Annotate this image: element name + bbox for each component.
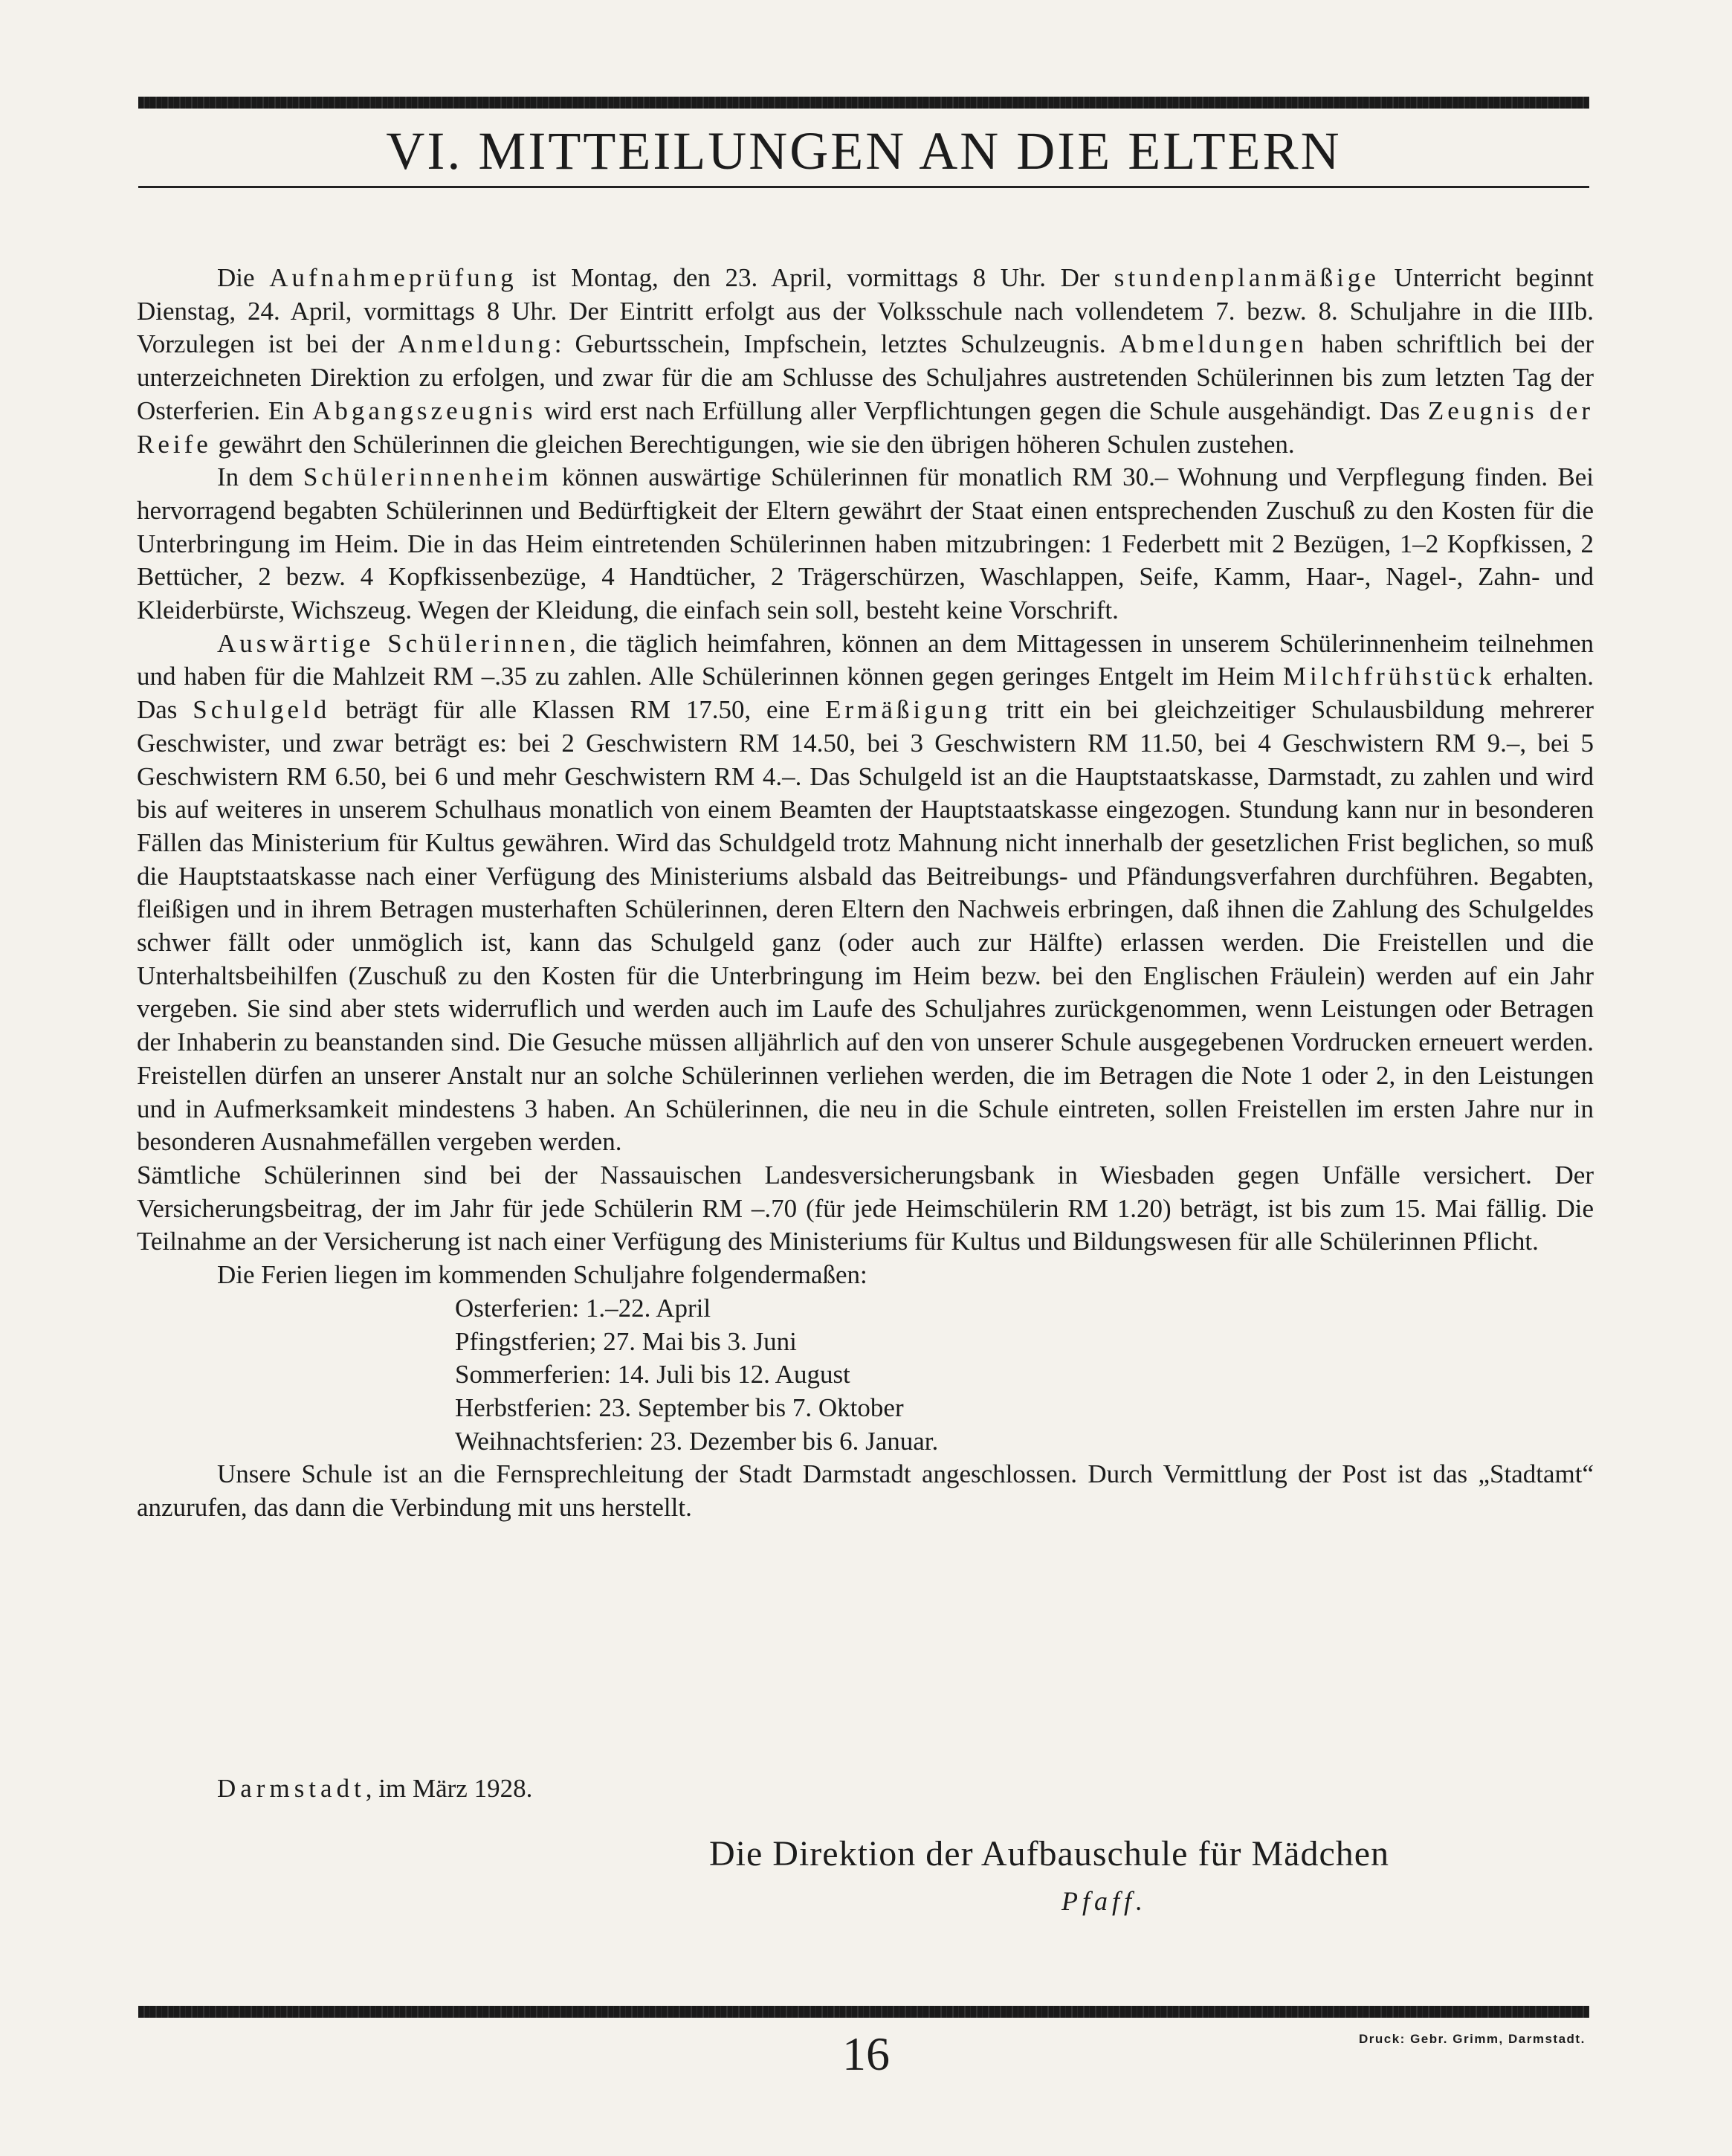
paragraph-holidays-intro: Die Ferien liegen im kommenden Schuljahre folgendermaßen: <box>217 1260 867 1290</box>
printer-imprint: Druck: Gebr. Grimm, Darmstadt. <box>1359 2032 1586 2046</box>
paragraph-admission: Die Aufnahmeprüfung ist Montag, den 23. April, vormittags 8 Uhr. Der stundenplanmäßige Unterricht beginnt Dienstag, 24. April, vormittags 8 Uhr. Der Eintritt erfolgt aus der Volksschule nach vollendetem 7. bezw. 8. Schuljahre in die IIIb. Vorzulegen ist bei der Anmeldung: Geburtsschein, Impfschein, letztes Schulzeugnis. Abmeldungen haben schriftlich bei der unterzeichneten Direktion zu erfolgen, und zwar für die am Schlusse des Schuljahres austretenden Schülerinnen bis zum letzten Tag der Osterferien. Ein Abgangszeugnis wird erst nach Erfüllung aller Verpflichtungen gegen die Schule ausgehändigt. Das Zeugnis der Reife gewährt den Schülerinnen die gleichen Berechtigungen, wie sie den übrigen höheren Schulen zustehen. <box>137 263 1594 459</box>
holiday-list <box>137 1292 1594 1459</box>
holiday-item: Weihnachtsferien: 23. Dezember bis 6. Januar. <box>455 1426 939 1456</box>
holiday-item: Herbstferien: 23. September bis 7. Oktober <box>455 1392 904 1422</box>
signer-name: Pfaff. <box>1062 1886 1147 1916</box>
title-underline <box>138 186 1589 188</box>
top-double-rule <box>138 97 1589 109</box>
paragraph-insurance: Sämtliche Schülerinnen sind bei der Nassauischen Landesversicherungsbank in Wiesbaden gegen Unfälle versichert. Der Versicherungsbeitrag, der im Jahr für jede Schülerin RM –.70 (für jede Heimschülerin RM 1.20) beträgt, ist bis zum 15. Mai fällig. Die Teilnahme an der Versicherung ist nach einer Verfügung des Ministeriums für Kultus und Bildungswesen für alle Schülerinnen Pflicht. <box>137 1160 1594 1256</box>
page-title: VI. MITTEILUNGEN AN DIE ELTERN <box>386 121 1342 181</box>
holiday-item: Sommerferien: 14. Juli bis 12. August <box>455 1360 850 1390</box>
dateline: Darmstadt, im März 1928. <box>217 1774 533 1803</box>
page-number: 16 <box>842 2027 890 2080</box>
holiday-item: Pfingstferien; 27. Mai bis 3. Juni <box>455 1326 797 1356</box>
paragraph-student-home: In dem Schülerinnenheim können auswärtige Schülerinnen für monatlich RM 30.– Wohnung und Verpflegung finden. Bei hervorragend begabten Schülerinnen und Bedürftigkeit der Eltern gewährt der Staat einen entsprechenden Zuschuß zu den Kosten für die Unterbringung im Heim. Die in das Heim eintretenden Schülerinnen haben mitzubringen: 1 Federbett mit 2 Bezügen, 1–2 Kopfkissen, 2 Bettücher, 2 bezw. 4 Kopfkissenbezüge, 4 Handtücher, 2 Trägerschürzen, Waschlappen, Seife, Kamm, Haar-, Nagel-, Zahn- und Kleiderbürste, Wichszeug. Wegen der Kleidung, die einfach sein soll, besteht keine Vorschrift. <box>137 462 1594 625</box>
paragraph-fees: Auswärtige Schülerinnen, die täglich heimfahren, können an dem Mittagessen in unserem Schülerinnenheim teilnehmen und haben für die Mahlzeit RM –.35 zu zahlen. Alle Schülerinnen können gegen geringes Entgelt im Heim Milchfrühstück erhalten. Das Schulgeld beträgt für alle Klassen RM 17.50, eine Ermäßigung tritt ein bei gleichzeitiger Schulausbildung mehrerer Geschwister, und zwar beträgt es: bei 2 Geschwistern RM 14.50, bei 3 Geschwistern RM 11.50, bei 4 Geschwistern RM 9.–, bei 5 Geschwistern RM 6.50, bei 6 und mehr Geschwistern RM 4.–. Das Schulgeld ist an die Hauptstaatskasse, Darmstadt, zu zahlen und wird bis auf weiteres in unserem Schulhaus monatlich von einem Beamten der Hauptstaatskasse eingezogen. Stundung kann nur in besonderen Fällen das Ministerium für Kultus gewähren. Wird das Schuldgeld trotz Mahnung nicht innerhalb der gesetzlichen Frist beglichen, so muß die Hauptstaatskasse nach einer Verfügung des Ministeriums alsbald das Beitreibungs- und Pfändungsverfahren durchführen. Begabten, fleißigen und in ihrem Betragen musterhaften Schülerinnen, deren Eltern den Nachweis erbringen, daß ihnen die Zahlung des Schulgeldes schwer fällt oder unmöglich ist, kann das Schulgeld ganz (oder auch zur Hälfte) erlassen werden. Die Freistellen und die Unterhaltsbeihilfen (Zuschuß zu den Kosten für die Unterbringung im Heim bezw. bei den Englischen Fräulein) werden auf ein Jahr vergeben. Sie sind aber stets widerruflich und werden auch im Laufe des Schuljahres zurückgenommen, wenn Leistungen oder Betragen der Inhaberin zu beanstanden sind. Die Gesuche müssen alljährlich auf den von unserer Schule ausgegebenen Vordrucken erneuert werden. Freistellen dürfen an unserer Anstalt nur an solche Schülerinnen verliehen werden, die im Betragen die Note 1 oder 2, in den Leistungen und in Aufmerksamkeit mindestens 3 haben. An Schülerinnen, die neu in die Schule eintreten, sollen Freistellen im ersten Jahre nur in besonderen Ausnahmefällen vergeben werden. <box>137 628 1594 1157</box>
body-text <box>137 262 1594 1525</box>
holiday-item: Osterferien: 1.–22. April <box>455 1293 711 1323</box>
bottom-double-rule <box>138 2006 1589 2018</box>
signature-line: Die Direktion der Aufbauschule für Mädchen <box>709 1834 1390 1873</box>
paragraph-telephone: Unsere Schule ist an die Fernsprechleitung der Stadt Darmstadt angeschlossen. Durch Vermittlung der Post ist das „Stadtamt“ anzurufen, das dann die Verbindung mit uns herstellt. <box>137 1459 1594 1523</box>
